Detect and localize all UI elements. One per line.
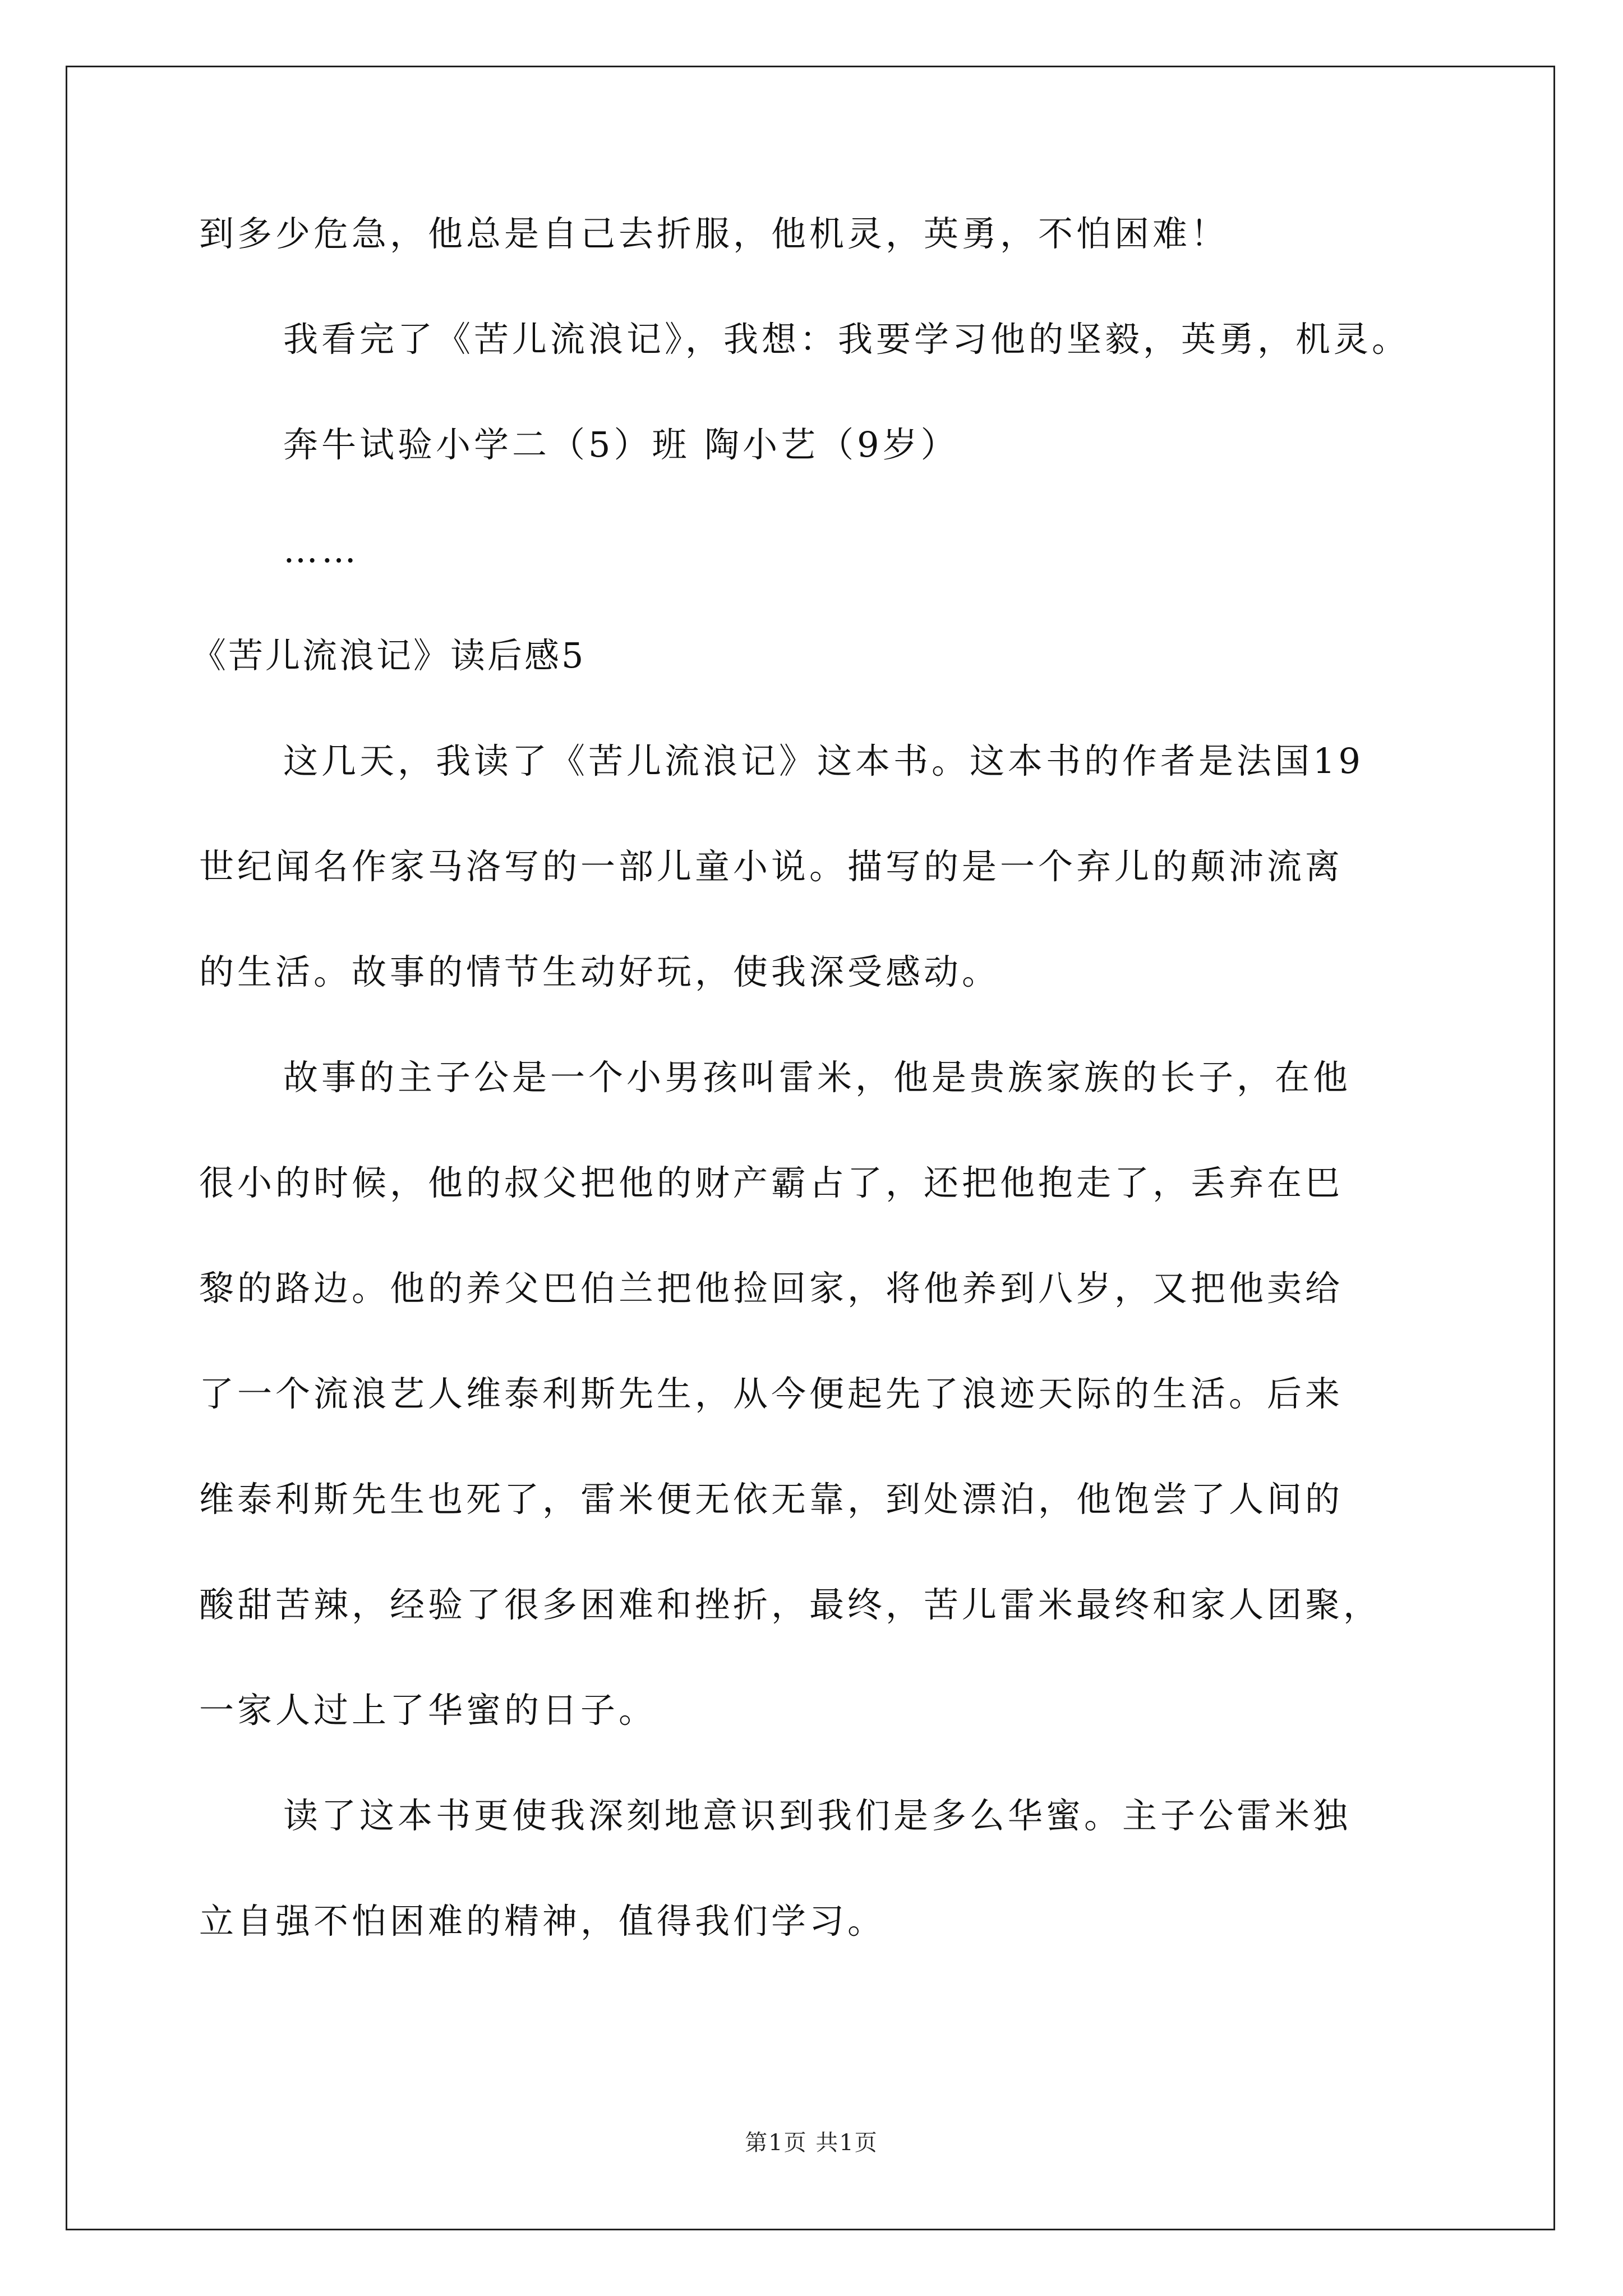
ellipsis-line: …… xyxy=(283,530,359,570)
paragraph-line: 黎的路边。他的养父巴伯兰把他捡回家，将他养到八岁，又把他卖给 xyxy=(199,1268,1344,1309)
paragraph-line: 酸甜苦辣，经验了很多困难和挫折，最终，苦儿雷米最终和家人团聚， xyxy=(199,1584,1382,1625)
paragraph-line: 一家人过上了华蜜的日子。 xyxy=(199,1690,657,1731)
page-footer: 第1页 共1页 xyxy=(745,2130,878,2156)
paragraph-line: 的生活。故事的情节生动好玩，使我深受感动。 xyxy=(199,951,1000,992)
paragraph-line: 故事的主子公是一个小男孩叫雷米，他是贵族家族的长子，在他 xyxy=(283,1057,1352,1098)
paragraph-line: 很小的时候，他的叔父把他的财产霸占了，还把他抱走了，丢弃在巴 xyxy=(199,1162,1344,1203)
paragraph-line: 读了这本书更使我深刻地意识到我们是多么华蜜。主子公雷米独 xyxy=(283,1795,1352,1836)
paragraph-line: 世纪闻名作家马洛写的一部儿童小说。描写的是一个弃儿的颠沛流离 xyxy=(199,846,1344,887)
paragraph-line: 了一个流浪艺人维泰利斯先生，从今便起先了浪迹天际的生活。后来 xyxy=(199,1373,1344,1414)
document-body xyxy=(191,208,1433,1948)
paragraph-line: 立自强不怕困难的精神，值得我们学习。 xyxy=(199,1901,886,1941)
section-heading: 《苦儿流浪记》读后感5 xyxy=(191,635,586,676)
signature-line: 奔牛试验小学二（5）班 陶小艺（9岁） xyxy=(283,424,959,465)
paragraph-line: 这几天，我读了《苦儿流浪记》这本书。这本书的作者是法国19 xyxy=(283,740,1364,781)
paragraph-line: 我看完了《苦儿流浪记》，我想：我要学习他的坚毅，英勇，机灵。 xyxy=(283,319,1410,360)
paragraph-line: 维泰利斯先生也死了，雷米便无依无靠，到处漂泊，他饱尝了人间的 xyxy=(199,1479,1344,1520)
paragraph-line: 到多少危急，他总是自己去折服，他机灵，英勇，不怕困难！ xyxy=(199,213,1229,254)
